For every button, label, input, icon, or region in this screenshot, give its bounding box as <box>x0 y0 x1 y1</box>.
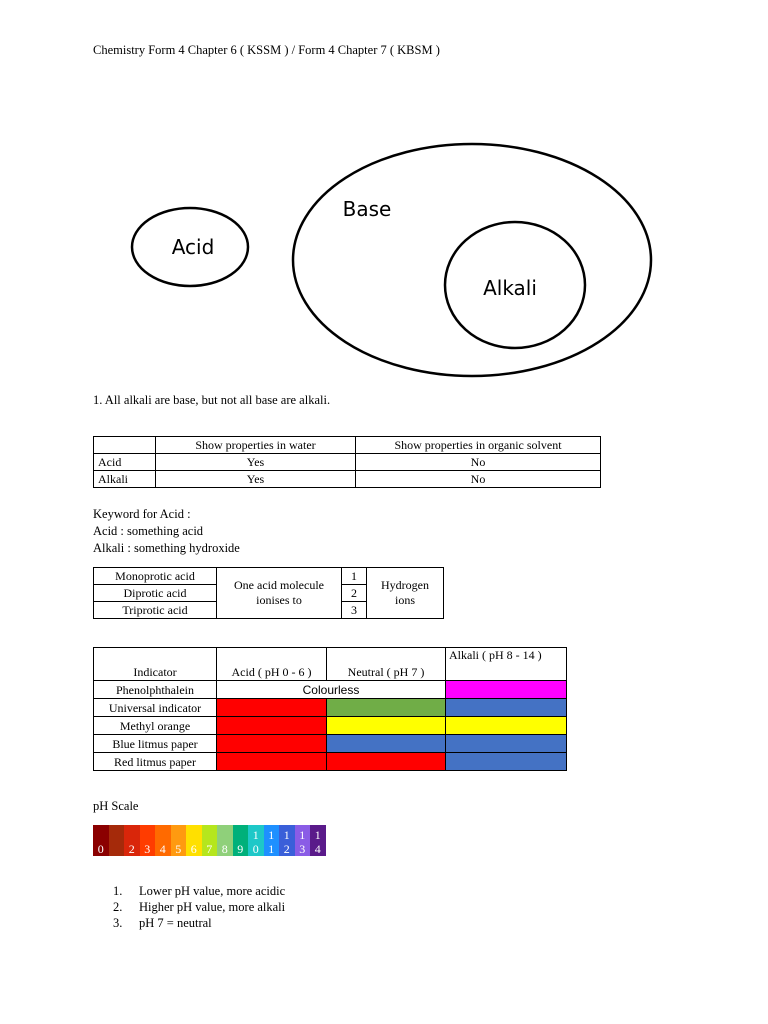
table-row <box>94 753 567 771</box>
ph-cell-11 <box>264 825 280 856</box>
color-cell <box>446 753 567 771</box>
table-row <box>94 454 601 471</box>
colourless-cell: Colourless <box>217 681 446 699</box>
ph-cell-10 <box>248 825 264 856</box>
ph-cell-label: 3 <box>144 842 151 856</box>
ph-cell-label: 1 <box>252 828 259 842</box>
list-number: 3. <box>113 916 123 930</box>
base-ellipse <box>293 144 651 376</box>
table-header-row <box>94 437 601 454</box>
ph-scale <box>93 825 326 856</box>
ph-cell-12 <box>279 825 295 856</box>
keyword-acid: Acid : something acid <box>93 524 204 538</box>
color-cell <box>217 717 327 735</box>
protic-acid-table <box>93 567 444 619</box>
color-cell <box>446 699 567 717</box>
ph-cell-label: 4 <box>159 842 166 856</box>
acid-label: Acid <box>171 235 215 259</box>
list-text: Higher pH value, more alkali <box>139 900 286 914</box>
acid-type-cell: Diprotic acid <box>94 585 217 602</box>
acid-type-cell: Triprotic acid <box>94 602 217 619</box>
ph-cell-label: 0 <box>252 842 259 856</box>
ph-cell-7 <box>202 825 218 856</box>
list-item <box>113 899 285 915</box>
ph-cell-3 <box>140 825 156 856</box>
note-alkali-base: 1. All alkali are base, but not all base are alkali. <box>93 393 331 407</box>
table-row <box>94 735 567 753</box>
ph-cell-label: 1 <box>268 842 275 856</box>
venn-diagram <box>0 130 768 380</box>
indicator-name: Blue litmus paper <box>94 735 217 753</box>
table-header: Show properties in water <box>156 437 356 454</box>
ph-cell-label: 2 <box>283 842 290 856</box>
color-cell <box>327 699 446 717</box>
indicator-name: Universal indicator <box>94 699 217 717</box>
table-cell: Yes <box>156 471 356 488</box>
ph-cell-label: 9 <box>237 842 244 856</box>
table-cell: Alkali <box>94 471 156 488</box>
color-cell <box>327 753 446 771</box>
table-row <box>94 717 567 735</box>
ph-cell-13 <box>295 825 311 856</box>
ph-cell-2 <box>124 825 140 856</box>
table-cell: Acid <box>94 454 156 471</box>
table-cell <box>94 437 156 454</box>
list-item <box>113 883 285 899</box>
ph-cell-label: 3 <box>299 842 306 856</box>
number-cell: 3 <box>342 602 367 619</box>
table-header: Alkali ( pH 8 - 14 ) <box>446 648 567 681</box>
color-cell <box>217 735 327 753</box>
properties-table <box>93 436 601 488</box>
ph-cell-8 <box>217 825 233 856</box>
list-number: 1. <box>113 884 123 898</box>
ph-cell-label: 7 <box>206 842 213 856</box>
indicator-table <box>93 647 567 771</box>
color-cell <box>446 735 567 753</box>
indicator-name: Red litmus paper <box>94 753 217 771</box>
list-text: pH 7 = neutral <box>139 916 212 930</box>
ph-cell-label: 8 <box>221 842 228 856</box>
ph-notes-list <box>113 883 285 931</box>
ph-cell-5 <box>171 825 187 856</box>
keyword-alkali: Alkali : something hydroxide <box>93 541 240 555</box>
number-cell: 2 <box>342 585 367 602</box>
table-cell: No <box>356 454 601 471</box>
list-text: Lower pH value, more acidic <box>139 884 286 898</box>
color-cell <box>327 735 446 753</box>
keywords-title: Keyword for Acid : <box>93 507 191 521</box>
ph-cell-0 <box>93 825 109 856</box>
table-row <box>94 568 444 585</box>
color-cell <box>446 717 567 735</box>
table-header: Indicator <box>94 648 217 681</box>
number-cell: 1 <box>342 568 367 585</box>
ph-cell-label: 2 <box>128 842 135 856</box>
ph-cell-label: 1 <box>299 828 306 842</box>
color-cell <box>327 717 446 735</box>
color-cell <box>217 753 327 771</box>
list-number: 2. <box>113 900 123 914</box>
ph-cell-6 <box>186 825 202 856</box>
color-cell <box>446 681 567 699</box>
table-header: Show properties in organic solvent <box>356 437 601 454</box>
keywords-block <box>93 506 240 557</box>
ph-cell-label: 1 <box>268 828 275 842</box>
alkali-label: Alkali <box>483 276 537 300</box>
hydrogen-ions-cell: Hydrogen ions <box>367 568 444 619</box>
ph-cell-label: 1 <box>314 828 321 842</box>
ph-cell-label: 1 <box>283 828 290 842</box>
table-row <box>94 699 567 717</box>
indicator-name: Phenolphthalein <box>94 681 217 699</box>
base-label: Base <box>342 197 392 221</box>
ph-cell-1 <box>109 825 125 856</box>
table-header-row <box>94 648 567 681</box>
color-cell <box>217 699 327 717</box>
table-header: Acid ( pH 0 - 6 ) <box>217 648 327 681</box>
ph-cell-label: 5 <box>175 842 182 856</box>
ph-cell-label: 6 <box>190 842 197 856</box>
table-header: Neutral ( pH 7 ) <box>327 648 446 681</box>
ph-cell-label: 0 <box>97 842 104 856</box>
ph-cell-9 <box>233 825 249 856</box>
table-row <box>94 681 567 699</box>
ionises-cell: One acid molecule ionises to <box>217 568 342 619</box>
indicator-name: Methyl orange <box>94 717 217 735</box>
table-cell: No <box>356 471 601 488</box>
list-item <box>113 915 285 931</box>
ph-cell-4 <box>155 825 171 856</box>
ph-cell-14 <box>310 825 326 856</box>
ph-cell-label: 4 <box>314 842 321 856</box>
page-header: Chemistry Form 4 Chapter 6 ( KSSM ) / Form 4 Chapter 7 ( KBSM ) <box>93 43 440 57</box>
table-row <box>94 471 601 488</box>
acid-type-cell: Monoprotic acid <box>94 568 217 585</box>
table-cell: Yes <box>156 454 356 471</box>
ph-scale-label: pH Scale <box>93 799 139 813</box>
